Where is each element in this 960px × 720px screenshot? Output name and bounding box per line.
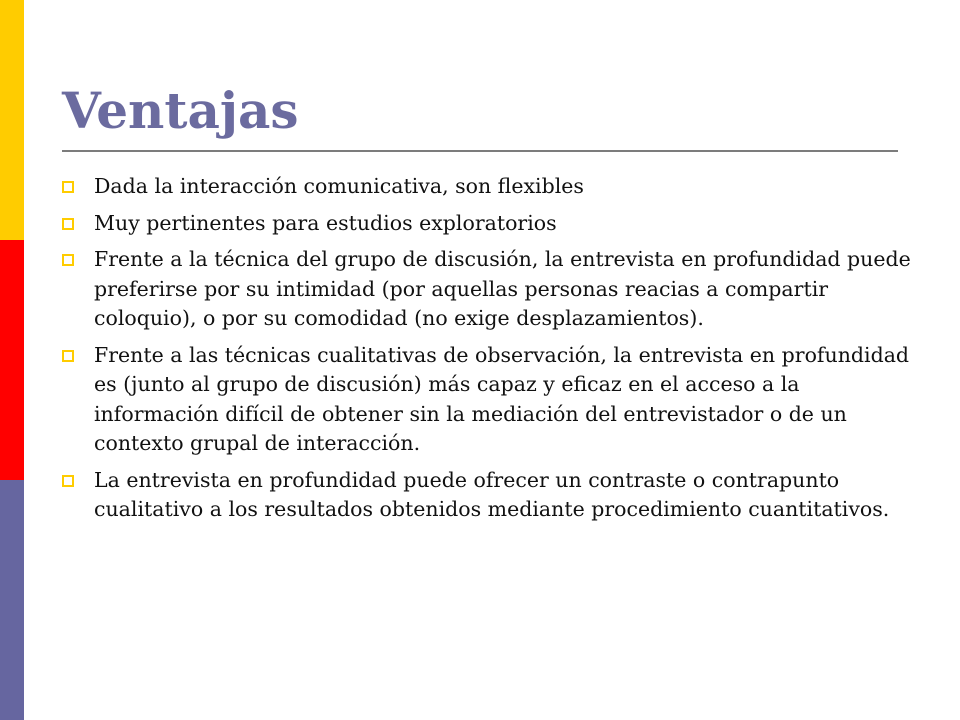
bullet-item xyxy=(62,209,922,239)
bullet-text: La entrevista en profundidad puede ofrecer un contraste o contrapunto cualitativo a los resultados obtenidos mediante procedimiento cuantitativos. xyxy=(94,467,890,521)
side-strip-blue xyxy=(0,480,24,720)
bullet-item xyxy=(62,466,922,525)
bullet-item xyxy=(62,245,922,334)
hollow-square-icon xyxy=(62,218,74,230)
bullet-text: Muy pertinentes para estudios exploratorios xyxy=(94,210,557,235)
hollow-square-icon xyxy=(62,181,74,193)
slide-title: Ventajas xyxy=(62,81,299,140)
bullet-text: Frente a las técnicas cualitativas de observación, la entrevista en profundidad es (junto al grupo de discusión) más capaz y eficaz en el acceso a la información difícil de obtener sin la mediación del entrevistador o de un contexto grupal de interacción. xyxy=(94,342,910,455)
bullet-item xyxy=(62,341,922,459)
bullet-text: Frente a la técnica del grupo de discusión, la entrevista en profundidad puede preferirse por su intimidad (por aquellas personas reacias a compartir coloquio), o por su comodidad (no exige desplazamientos). xyxy=(94,247,911,330)
hollow-square-icon xyxy=(62,254,74,266)
hollow-square-icon xyxy=(62,475,74,487)
hollow-square-icon xyxy=(62,350,74,362)
bullet-item xyxy=(62,172,922,202)
bullet-list xyxy=(62,172,922,532)
side-strip-yellow xyxy=(0,0,24,240)
bullet-text: Dada la interacción comunicativa, son flexibles xyxy=(94,174,584,198)
title-divider xyxy=(62,150,898,152)
side-strip-red xyxy=(0,240,24,480)
